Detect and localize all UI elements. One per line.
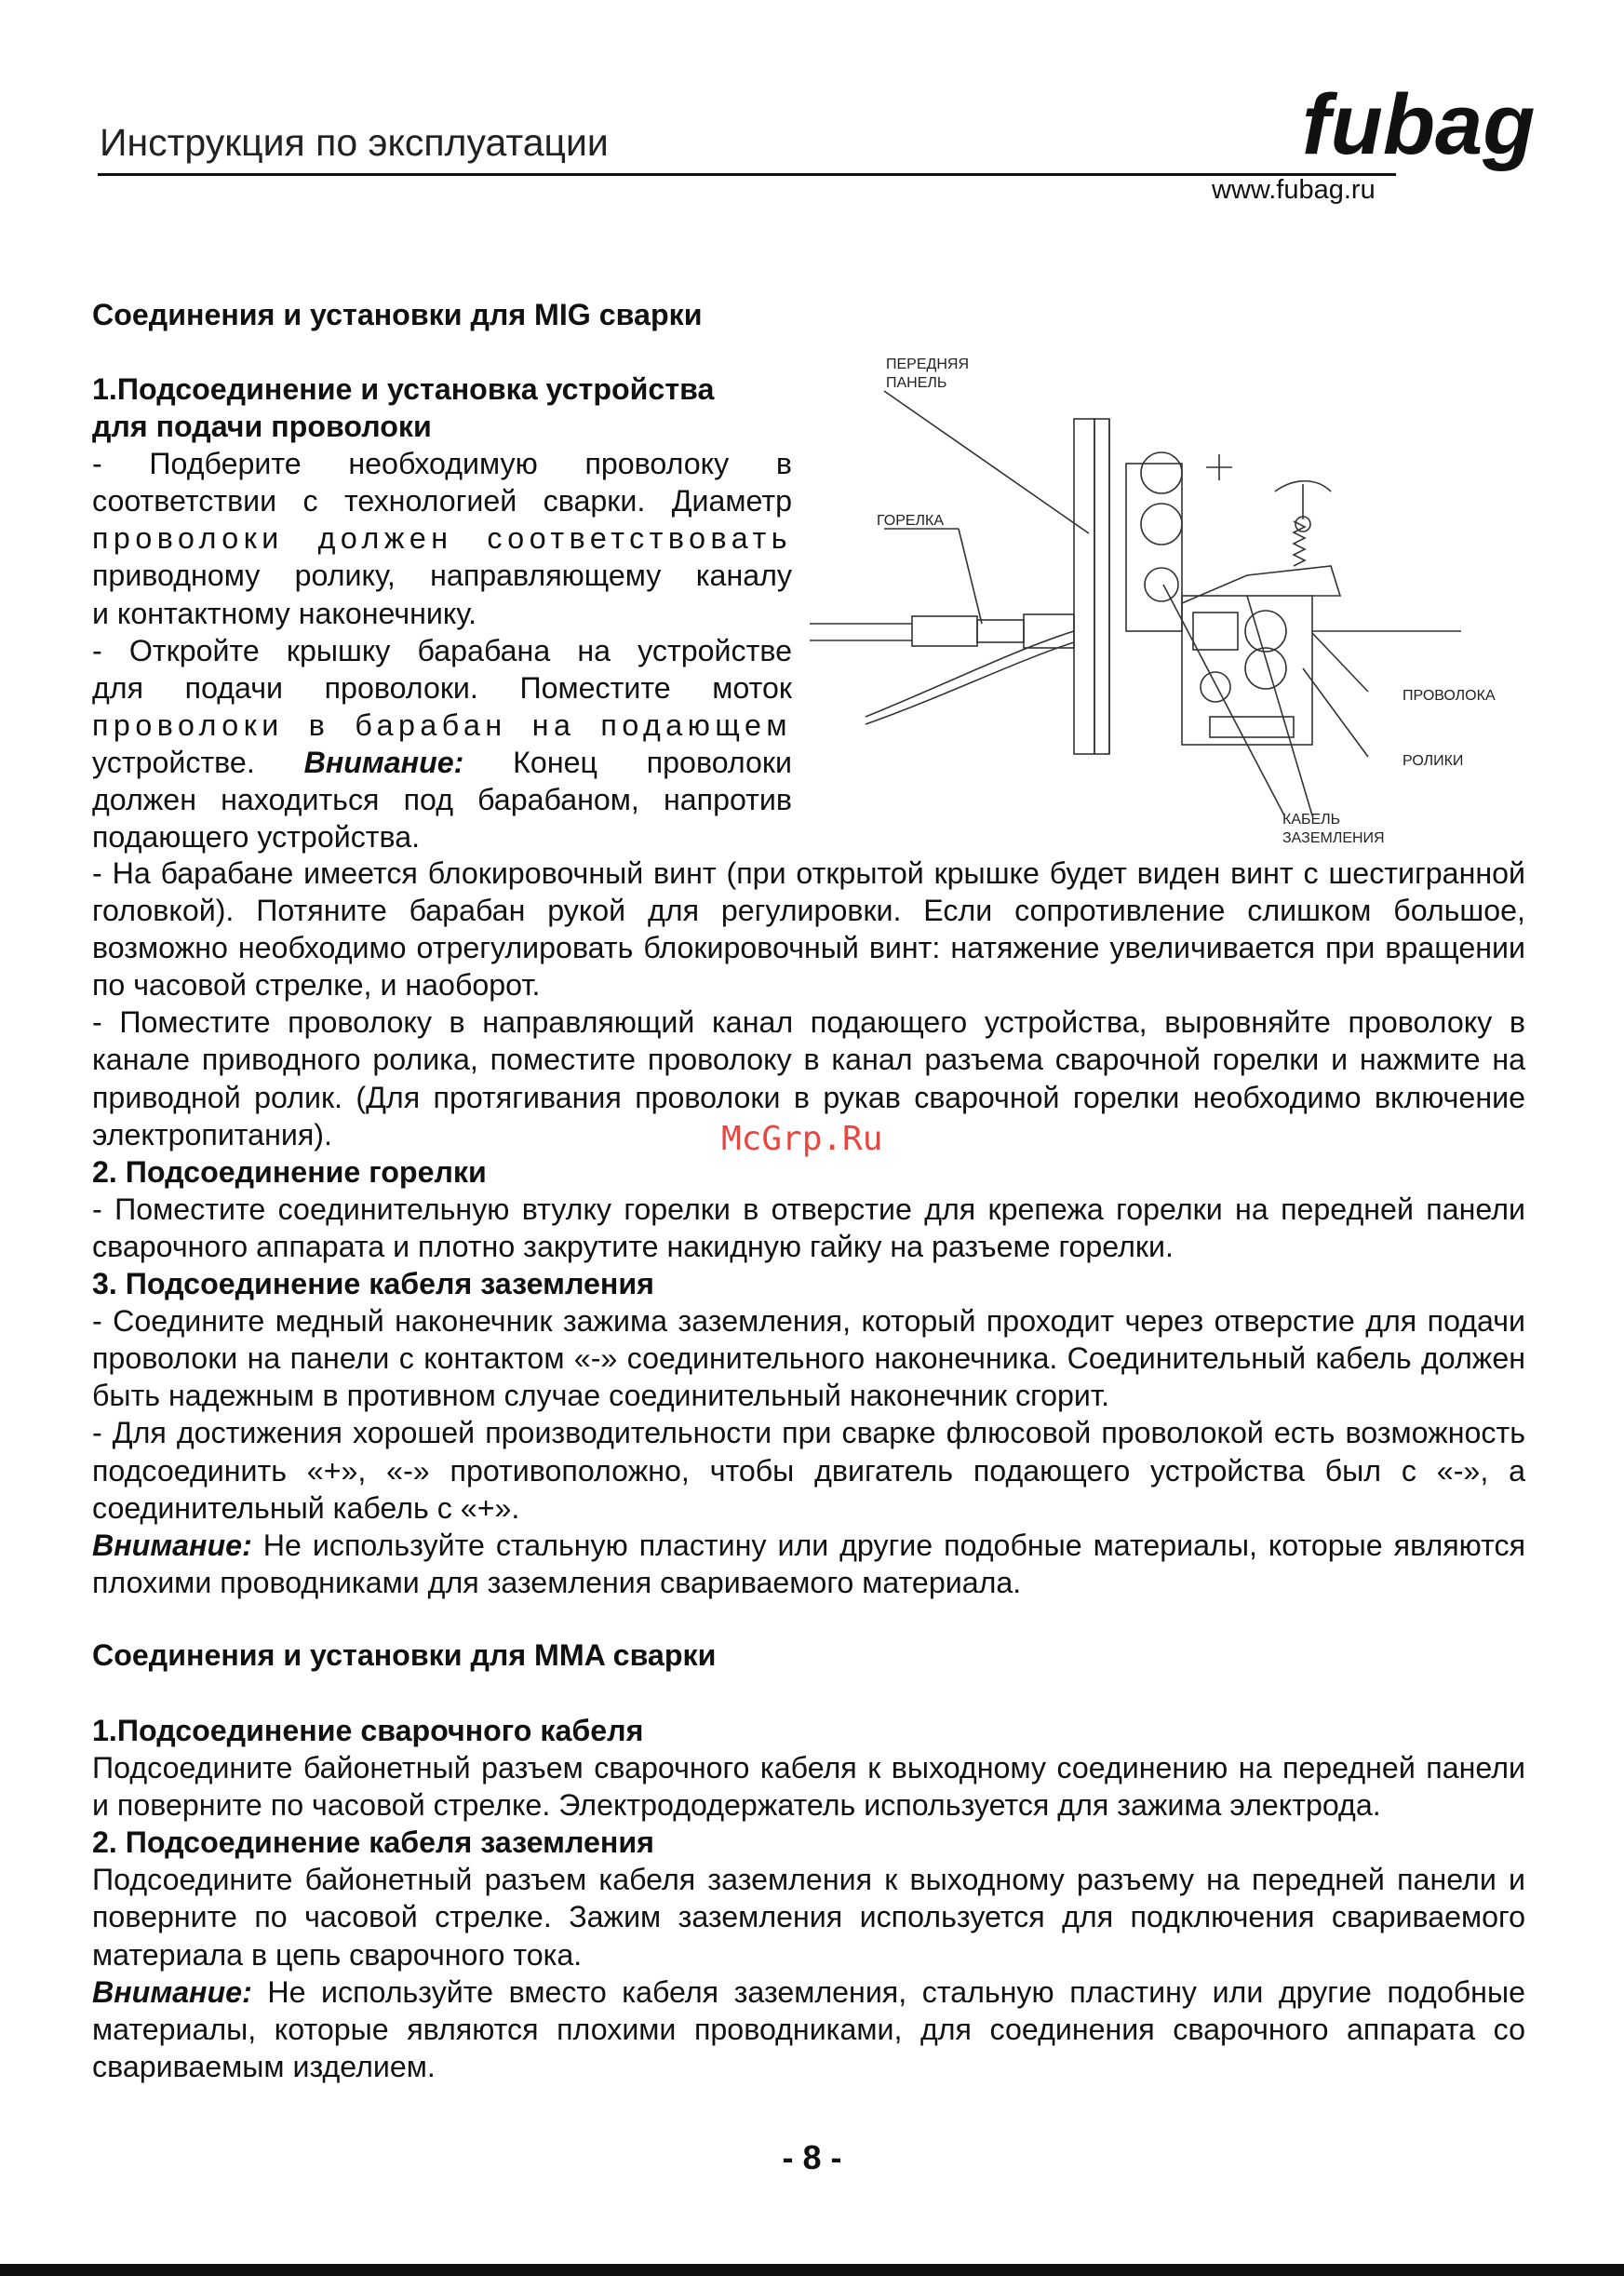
mma-section-title: Соединения и установки для MMA сварки xyxy=(92,1638,717,1672)
mig-section-title: Соединения и установки для MIG сварки xyxy=(92,298,703,331)
mig-paragraph-6: - Соедините медный наконечник зажима заземления, который проходит через отверстие для подачи проволоки на панели с контактом «-» соединительного наконечника. Соединительный кабель должен быть надежным в противном случае соединительный наконечник сгорит. xyxy=(92,1304,1525,1413)
page-number: - 8 - xyxy=(782,2138,842,2176)
p2-line6: подающего устройства. xyxy=(92,820,421,855)
mig-step1-heading-line2: для подачи проволоки xyxy=(92,410,432,444)
label-wire: ПРОВОЛОКА xyxy=(1403,688,1496,704)
p1-line5: и контактному наконечнику. xyxy=(92,596,477,630)
attention-text: Не используйте вместо кабеля заземления, стальную пластину или другие подобные материалы, которые являются плохими проводниками, для соединения сварочного аппарата со свариваемым изделием. xyxy=(92,1974,1525,2083)
p2-line1: - Откройте крышку барабана на устройстве xyxy=(92,633,792,667)
website-url: www.fubag.ru xyxy=(1212,175,1376,205)
p2-line4 xyxy=(92,744,792,781)
header-rule xyxy=(98,173,1396,176)
attention-label: Внимание: xyxy=(92,1528,252,1562)
mig-paragraph-4: - Поместите проволоку в направляющий канал подающего устройства, выровняйте проволоку в канале приводного ролика, поместите проволоку в канал разъема сварочной горелки и нажмите на приводной ролик. (Для протягивания проволоки в рукав сварочной горелки необходимо включение электропитания). xyxy=(92,1005,1525,1151)
mig-step3-heading: 3. Подсоединение кабеля заземления xyxy=(92,1267,654,1301)
mig-paragraph-5: - Поместите соединительную втулку горелки в отверстие для крепежа горелки на передней панели сварочного аппарата и плотно закрутите накидную гайку на разъеме горелки. xyxy=(92,1192,1525,1263)
mig-body-text xyxy=(92,855,1525,1601)
mma-paragraph-1: Подсоедините байонетный разъем сварочного кабеля к выходному соединению на передней панели и поверните по часовой стрелке. Электрододержатель используется для зажима электрода. xyxy=(92,1751,1525,1823)
attention-label: Внимание: xyxy=(303,745,464,779)
mig-paragraph-3: - На барабане имеется блокировочный винт (при открытой крышке будет виден винт с шестигранной головкой). Потяните барабан рукой для регулировки. Если сопротивление слишком большое, возможно необходимо отрегулировать блокировочный винт: натяжение увеличивается при вращении по часовой стрелке, и наоборот. xyxy=(92,856,1525,1003)
p1-line3: проволоки должен соответствовать xyxy=(92,521,792,556)
mig-step1-heading-line1: 1.Подсоединение и установка устройства xyxy=(92,372,715,406)
fubag-logo xyxy=(1298,65,1536,186)
p1-line4: приводному ролику, направляющему каналу xyxy=(92,559,792,593)
mig-step1-text xyxy=(92,370,792,855)
p2-line3: проволоки в барабан на подающем xyxy=(92,707,792,742)
attention-text: Не используйте стальную пластину или другие подобные материалы, которые являются плохими проводниками для заземления свариваемого материала. xyxy=(92,1528,1525,1599)
p2-line4b: Конец проволоки xyxy=(513,745,792,779)
p2-line5: должен находиться под барабаном, напротив xyxy=(92,783,792,817)
footer-rule xyxy=(0,2264,1624,2276)
watermark: McGrp.Ru xyxy=(721,1120,883,1158)
p2-line2: для подачи проволоки. Поместите моток xyxy=(92,670,792,705)
document-title: Инструкция по эксплуатации xyxy=(100,121,609,164)
mig-attention-note xyxy=(92,1527,1525,1601)
attention-label: Внимание: xyxy=(92,1974,252,2009)
p1-line1: - Подберите необходимую проволоку в xyxy=(92,447,792,481)
wire-feeder-diagram xyxy=(810,352,1496,859)
label-ground-cable-line2: ЗАЗЕМЛЕНИЯ xyxy=(1282,830,1385,846)
p2-line4a: устройстве. xyxy=(92,745,255,779)
mma-body-text xyxy=(92,1712,1525,2085)
mma-step2-heading: 2. Подсоединение кабеля заземления xyxy=(92,1825,654,1860)
mma-paragraph-2: Подсоедините байонетный разъем кабеля заземления к выходному разъему на передней панели и поверните по часовой стрелке. Зажим заземления используется для подключения свариваемого материала в цепь сварочного тока. xyxy=(92,1863,1525,1972)
mig-paragraph-7: - Для достижения хорошей производительности при сварке флюсовой проволокой есть возможность подсоединить «+», «-» противоположно, чтобы двигатель подающего устройства был с «-», а соединительный кабель с «+». xyxy=(92,1416,1525,1525)
label-ground-cable-line1: КАБЕЛЬ xyxy=(1282,812,1341,828)
p1-line2: соответствии с технологией сварки. Диаметр xyxy=(92,484,792,518)
label-torch: ГОРЕЛКА xyxy=(877,513,945,529)
label-front-panel-line1: ПЕРЕДНЯЯ xyxy=(886,357,970,372)
mig-step2-heading: 2. Подсоединение горелки xyxy=(92,1154,487,1189)
mma-step1-heading: 1.Подсоединение сварочного кабеля xyxy=(92,1714,644,1747)
mma-attention-note xyxy=(92,1973,1525,2085)
label-rollers: РОЛИКИ xyxy=(1403,753,1464,769)
label-front-panel-line2: ПАНЕЛЬ xyxy=(886,375,947,391)
svg-text:fubag: fubag xyxy=(1302,77,1536,172)
